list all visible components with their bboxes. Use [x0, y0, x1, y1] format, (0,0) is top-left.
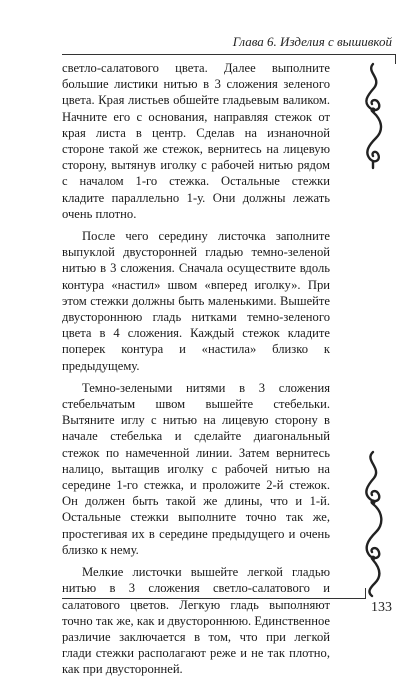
header-rule-tick: [395, 54, 396, 64]
footer-rule-tick: [365, 588, 366, 598]
swirl-ornament-icon: [358, 448, 388, 598]
paragraph: светло-салатового цвета. Далее выполните большие листики нитью в 3 сложения зеленого цвета. Края листьев обшейте гладьевым валиком. Начните его с основания, направляя стежок от края листа в центр. Сделав на изнаночной стороне такой же стежок, вернитесь на лицевую сторону, вытянув иголку с рабочей нитью рядом с началом 1-го стежка. Остальные стежки кладите параллельно 1-у. Они должны лежать очень плотно.: [62, 61, 330, 221]
running-header: Глава 6. Изделия с вышивкой: [232, 34, 392, 49]
page-number: 133: [371, 600, 392, 615]
paragraph: Мелкие листочки вышейте легкой гладью нитью в 3 сложения светло-салатового и салатового цветов. Легкую гладь выполняют точно так же, как и двустороннюю. Единственное различие заключается в том, что при легкой глади стежки располагают реже и не так плотно, как при двусторонней.: [62, 565, 330, 677]
body-text: [62, 60, 330, 684]
paragraph: После чего середину листочка заполните выпуклой двусторонней гладью темно-зеленой нитью в 3 сложения. Сначала осуществите вдоль контура «настил» швом «вперед иголку». При этом стежки должны быть маленькими. Вышейте двустороннюю гладь нитками темно-зеленого цвета в 4 сложения. Каждый стежок кладите поперек контура и «настила» близко к предыдущему.: [62, 229, 330, 373]
paragraph: Темно-зелеными нитями в 3 сложения стебельчатым швом вышейте стебельки. Вытяните иглу с нитью на лицевую сторону в начале стебелька и сделайте диагональный стежок по намеченной линии. Затем вернитесь налицо, вытащив иголку с рабочей нитью на середине 1-го стежка, и проложите 2-й стежок. Он должен быть такой же длины, что и 1-й. Остальные стежки выполните точно так же, простегивая их в середине предыдущего и очень близко к нему.: [62, 380, 330, 557]
footer-rule: [62, 598, 366, 599]
header-rule: [62, 54, 396, 55]
swirl-ornament-icon: [358, 62, 388, 170]
